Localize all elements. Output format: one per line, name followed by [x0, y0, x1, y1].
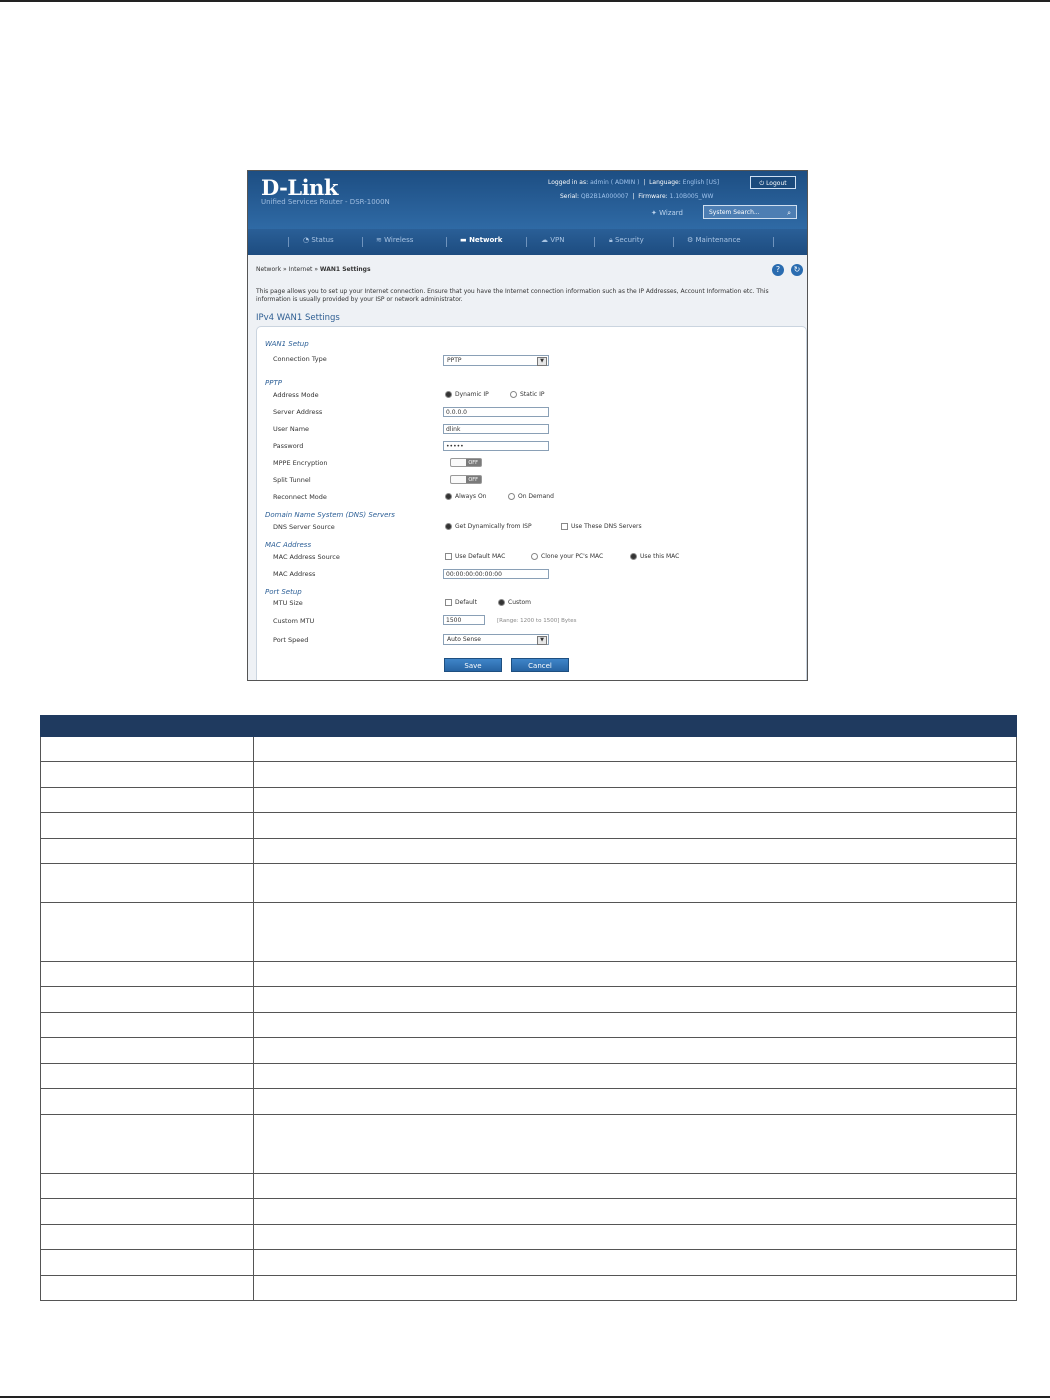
address-mode-static[interactable]: Static IP — [510, 391, 544, 398]
split-tunnel-label: Split Tunnel — [273, 476, 311, 484]
mac-this-radio[interactable]: Use this MAC — [630, 553, 679, 560]
wizard-link[interactable]: ✦ Wizard — [651, 209, 683, 217]
chevron-down-icon: ▼ — [537, 636, 547, 645]
table-row — [41, 962, 1017, 987]
router-screenshot — [247, 170, 808, 681]
language-link[interactable]: English [US] — [682, 179, 720, 186]
system-search-input[interactable]: System Search... ⌕ — [703, 205, 797, 219]
gear-icon: ⚙ — [687, 236, 694, 244]
mtu-custom-radio[interactable]: Custom — [498, 599, 531, 606]
help-icon[interactable]: ? — [772, 264, 784, 276]
router-header — [248, 171, 807, 229]
section-title: IPv4 WAN1 Settings — [256, 313, 340, 323]
page-intro: This page allows you to set up your Internet connection. Ensure that you have the Internet connection information such as the IP Addresses, Account Information etc. This information is usually provided by your ISP or network administrator. — [256, 288, 769, 303]
chevron-down-icon: ▼ — [537, 357, 547, 366]
device-info: Serial: QB2B1A000007 | Firmware: 1.10B005_WW — [560, 193, 714, 200]
table-row — [41, 1276, 1017, 1301]
mac-address-label: MAC Address — [273, 570, 316, 578]
search-icon: ⌕ — [787, 209, 791, 217]
nav-vpn[interactable]: ☁ VPN — [541, 236, 565, 244]
table-row — [41, 1250, 1017, 1276]
nav-maintenance[interactable]: ⚙ Maintenance — [687, 236, 741, 244]
table-row — [41, 813, 1017, 839]
table-row — [41, 1174, 1017, 1199]
table-row — [41, 1064, 1017, 1089]
port-speed-label: Port Speed — [273, 636, 309, 644]
table-row — [41, 1115, 1017, 1174]
table-row — [41, 788, 1017, 813]
nav-network[interactable]: ▬ Network — [460, 236, 503, 244]
login-info: Logged in as: admin ( ADMIN ) | Language: English [US] — [548, 179, 720, 186]
table-row — [41, 864, 1017, 903]
custom-mtu-input[interactable]: 1500 — [443, 615, 485, 625]
bottom-rule — [0, 1396, 1050, 1398]
logout-button[interactable]: ⏻ Logout — [750, 176, 796, 189]
server-address-label: Server Address — [273, 408, 323, 416]
breadcrumb-current: WAN1 Settings — [319, 266, 371, 273]
reconnect-mode-label: Reconnect Mode — [273, 493, 327, 501]
table-row — [41, 1013, 1017, 1038]
table-row — [41, 987, 1017, 1013]
address-mode-label: Address Mode — [273, 391, 319, 399]
table-row — [41, 903, 1017, 962]
mppe-label: MPPE Encryption — [273, 459, 328, 467]
mtu-default-radio[interactable]: Default — [445, 599, 477, 606]
table-row — [41, 839, 1017, 864]
breadcrumb-internet[interactable]: Internet — [288, 266, 313, 273]
breadcrumb-network[interactable]: Network — [256, 266, 282, 273]
table-row — [41, 1225, 1017, 1250]
nav-security[interactable]: 🔒︎ Security — [609, 236, 644, 244]
group-mac: MAC Address — [265, 541, 312, 549]
reconnect-on-demand[interactable]: On Demand — [508, 493, 554, 500]
vpn-icon: ☁ — [541, 236, 548, 244]
user-name-input[interactable]: dlink — [443, 424, 549, 434]
address-mode-dynamic[interactable]: Dynamic IP — [445, 391, 489, 398]
save-button[interactable]: Save — [444, 658, 502, 672]
table-header — [41, 716, 1017, 737]
mac-address-input[interactable]: 00:00:00:00:00:00 — [443, 569, 549, 579]
group-dns: Domain Name System (DNS) Servers — [265, 511, 395, 519]
router-tagline: Unified Services Router - DSR-1000N — [261, 198, 390, 206]
dns-source-label: DNS Server Source — [273, 523, 335, 531]
user-name-label: User Name — [273, 425, 310, 433]
breadcrumb: Network » Internet » WAN1 Settings — [256, 266, 371, 273]
table-row — [41, 737, 1017, 762]
mtu-size-label: MTU Size — [273, 599, 303, 607]
dns-static-radio[interactable]: Use These DNS Servers — [561, 523, 642, 530]
network-icon: ▬ — [460, 236, 467, 244]
server-address-input[interactable]: 0.0.0.0 — [443, 407, 549, 417]
group-port: Port Setup — [265, 588, 302, 596]
port-speed-select[interactable]: Auto Sense ▼ — [443, 634, 549, 645]
reconnect-always-on[interactable]: Always On — [445, 493, 486, 500]
wan-settings-form — [256, 326, 807, 681]
cancel-button[interactable]: Cancel — [511, 658, 569, 672]
wand-icon: ✦ — [651, 209, 657, 217]
mac-source-label: MAC Address Source — [273, 553, 340, 561]
table-row — [41, 1089, 1017, 1115]
password-label: Password — [273, 442, 304, 450]
custom-mtu-label: Custom MTU — [273, 617, 315, 625]
power-icon: ⏻ — [759, 180, 765, 187]
connection-type-label: Connection Type — [273, 355, 327, 363]
wireless-icon: ≋ — [376, 236, 382, 244]
nav-wireless[interactable]: ≋ Wireless — [376, 236, 414, 244]
main-nav — [248, 229, 807, 255]
mac-default-radio[interactable]: Use Default MAC — [445, 553, 505, 560]
lock-icon: 🔒︎ — [609, 236, 613, 244]
table-row — [41, 1038, 1017, 1064]
status-icon: ◔ — [303, 236, 310, 244]
split-tunnel-toggle[interactable]: OFF — [450, 475, 482, 484]
table-row — [41, 762, 1017, 788]
refresh-icon[interactable]: ↻ — [791, 264, 803, 276]
nav-status[interactable]: ◔ Status — [303, 236, 334, 244]
mac-clone-radio[interactable]: Clone your PC's MAC — [531, 553, 603, 560]
group-wan-setup: WAN1 Setup — [265, 340, 309, 348]
description-table — [40, 715, 1017, 1301]
group-pptp: PPTP — [265, 379, 282, 387]
dlink-logo: D-Link — [261, 175, 338, 200]
top-rule — [0, 0, 1050, 2]
connection-type-select[interactable]: PPTP ▼ — [443, 355, 549, 366]
dns-dynamic-radio[interactable]: Get Dynamically from ISP — [445, 523, 532, 530]
custom-mtu-hint: [Range: 1200 to 1500] Bytes — [497, 618, 577, 624]
password-input[interactable]: ••••• — [443, 441, 549, 451]
table-row — [41, 1199, 1017, 1225]
mppe-toggle[interactable]: OFF — [450, 458, 482, 467]
